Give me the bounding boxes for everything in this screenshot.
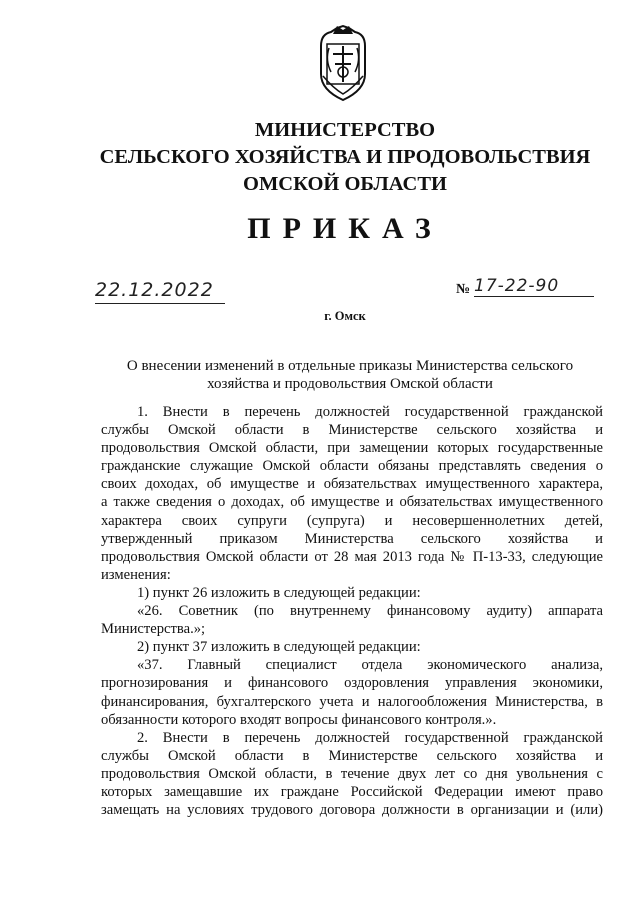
body-line: финансирования, бухгалтерского учета и налогообложения Министерства, в [101,693,603,710]
body-line: изменения: [101,566,171,583]
order-number: 17-22-90 [474,276,594,297]
body-line: утвержденный приказом Министерства сельского хозяйства и [101,530,603,547]
body-line: 2) пункт 37 изложить в следующей редакции: [137,639,421,656]
body-line: службы Омской области в Министерстве сельского хозяйства и [101,422,603,439]
body-line: продовольствия Омской области, при замещении которых государственные [101,440,603,457]
order-body [101,403,603,819]
body-line: гражданские служащие Омской области обязаны представлять сведения о [101,458,603,475]
order-date: 22.12.2022 [95,279,225,304]
body-line: Министерства.»; [101,621,206,638]
body-line: характера своих супруги (супруга) и несовершеннолетних детей, [101,512,603,529]
body-line: замещать на условиях трудового договора должности в организации и (или) [101,802,603,819]
body-line: 2. Внести в перечень должностей государственной гражданской [137,729,603,746]
body-line: которых замещавшие их граждане Российской Федерации имеют право [101,783,603,800]
body-line: продовольствия Омской области от 28 мая 2013 года № П-13-33, следующие [101,548,603,565]
city-label: г. Омск [324,309,366,323]
document-type-title: ПРИКАЗ [247,212,443,245]
body-line: своих доходах, об имуществе и обязательствах имущественного характера, [101,476,603,493]
body-line: «26. Советник (по внутреннему финансовому аудиту) аппарата [137,603,603,620]
subject-line: О внесении изменений в отдельные приказы Министерства сельского [126,358,574,374]
body-line: обязанности которого входят вопросы финансового контроля.». [101,711,497,728]
body-line: 1. Внести в перечень должностей государственной гражданской [137,404,603,420]
coat-of-arms-emblem [313,24,373,104]
order-number-label: № [456,282,471,297]
body-line: а также сведения о доходах, об имуществе и обязательствах имущественного [101,494,603,511]
body-line: прогнозирования и финансового оздоровления управления экономики, [101,675,603,692]
body-line: службы Омской области в Министерстве сельского хозяйства и [101,747,603,764]
body-line: «37. Главный специалист отдела экономического анализа, [137,657,603,674]
body-line: 1) пункт 26 изложить в следующей редакции: [137,584,421,601]
ministry-name-line-3: ОМСКОЙ ОБЛАСТИ [243,173,447,195]
subject-line: хозяйства и продовольствия Омской области [207,376,493,392]
body-line: продовольствия Омской области, в течение двух лет со дня увольнения с [101,765,603,782]
ministry-name-line-1: МИНИСТЕРСТВО [254,119,436,141]
order-subject [0,357,640,393]
ministry-name-line-2: СЕЛЬСКОГО ХОЗЯЙСТВА И ПРОДОВОЛЬСТВИЯ [99,146,591,168]
